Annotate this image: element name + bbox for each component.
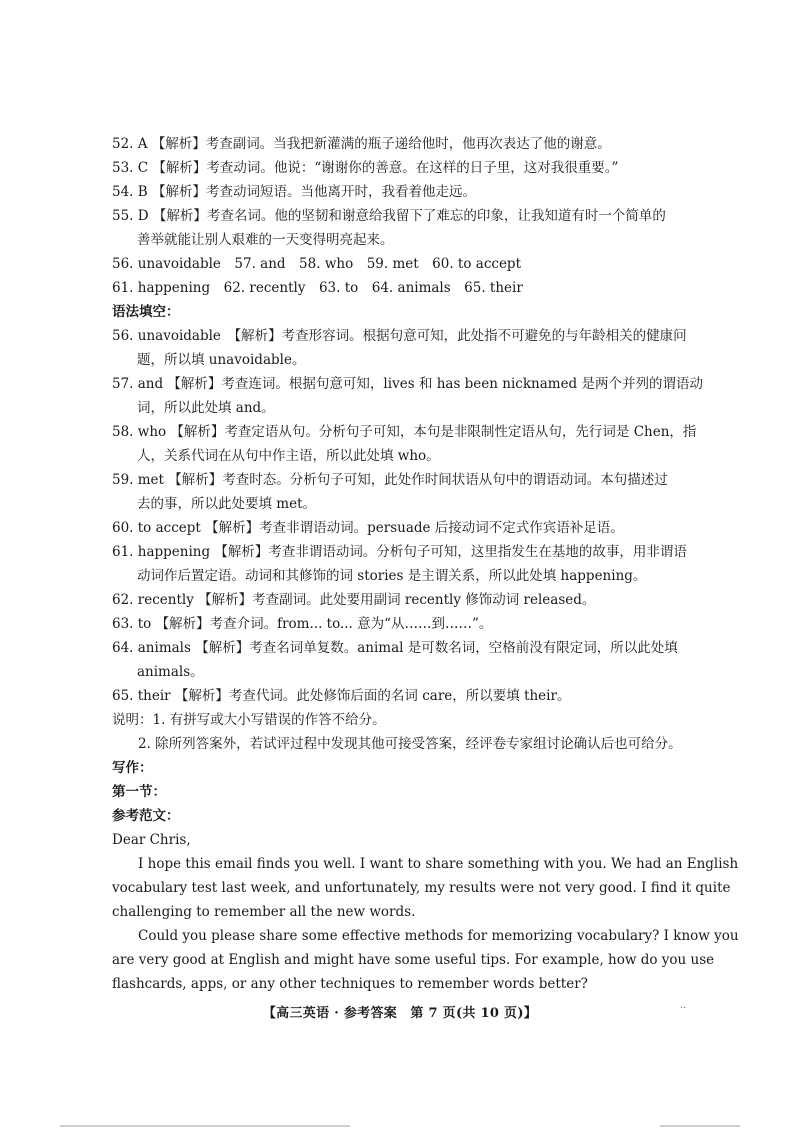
- answers-61-65: 61. happening 62. recently 63. to 64. animals 65. their: [112, 280, 523, 296]
- explanation-59-continued: 去的事，所以此处要填 met。: [137, 496, 317, 512]
- letter-paragraph-1-line-2: vocabulary test last week, and unfortunately, my results were not very good. I find it quite: [112, 880, 731, 896]
- letter-salutation: Dear Chris,: [112, 832, 191, 848]
- answer-54: 54. B 【解析】考查动词短语。当他离开时，我看着他走远。: [112, 184, 476, 200]
- letter-paragraph-2-line-3: flashcards, apps, or any other techniques to remember words better?: [112, 976, 588, 992]
- letter-paragraph-2-line-1: Could you please share some effective methods for memorizing vocabulary? I know you: [138, 928, 739, 944]
- note-1: 说明：1. 有拼写或大小写错误的作答不给分。: [112, 712, 386, 728]
- explanation-60: 60. to accept 【解析】考查非谓语动词。persuade 后接动词不定式作宾语补足语。: [112, 520, 624, 536]
- footer-mark: ..: [680, 1000, 687, 1011]
- section-heading-part-one: 第一节：: [112, 784, 166, 800]
- answer-52: 52. A 【解析】考查副词。当我把新灌满的瓶子递给他时，他再次表达了他的谢意。: [112, 136, 611, 152]
- answer-53: 53. C 【解析】考查动词。他说：“谢谢你的善意。在这样的日子里，这对我很重要。”: [112, 160, 619, 176]
- explanation-63: 63. to 【解析】考查介词。from... to... 意为“从……到……”。: [112, 616, 493, 632]
- letter-paragraph-2-line-2: are very good at English and might have some useful tips. For example, how do you use: [112, 952, 715, 968]
- letter-paragraph-1-line-3: challenging to remember all the new words.: [112, 904, 416, 920]
- explanation-62: 62. recently 【解析】考查副词。此处要用副词 recently 修饰动词 released。: [112, 592, 596, 608]
- answer-55-continued: 善举就能让别人艰难的一天变得明亮起来。: [137, 232, 394, 248]
- explanation-64-continued: animals。: [137, 664, 204, 680]
- answer-55: 55. D 【解析】考查名词。他的坚韧和谢意给我留下了难忘的印象，让我知道有时一个简单的: [112, 208, 666, 224]
- explanation-61: 61. happening 【解析】考查非谓语动词。分析句子可知，这里指发生在基地的故事，用非谓语: [112, 544, 687, 560]
- letter-paragraph-1-line-1: I hope this email finds you well. I want to share something with you. We had an English: [138, 856, 739, 872]
- section-heading-sample-essay: 参考范文：: [112, 808, 180, 824]
- scan-edge-line-right: [660, 1125, 740, 1127]
- explanation-59: 59. met 【解析】考查时态。分析句子可知，此处作时间状语从句中的谓语动词。本句描述过: [112, 472, 668, 488]
- section-heading-grammar: 语法填空：: [112, 304, 180, 320]
- section-heading-writing: 写作：: [112, 760, 153, 776]
- explanation-56-continued: 题，所以填 unavoidable。: [137, 352, 306, 368]
- note-2: 2. 除所列答案外，若试评过程中发现其他可接受答案，经评卷专家组讨论确认后也可给分。: [138, 736, 682, 752]
- explanation-58: 58. who 【解析】考查定语从句。分析句子可知，本句是非限制性定语从句，先行词是 Chen，指: [112, 424, 697, 440]
- explanation-61-continued: 动词作后置定语。动词和其修饰的词 stories 是主谓关系，所以此处填 happening。: [137, 568, 647, 584]
- explanation-56: 56. unavoidable 【解析】考查形容词。根据句意可知，此处指不可避免的与年龄相关的健康问: [112, 328, 687, 344]
- explanation-65: 65. their 【解析】考查代词。此处修饰后面的名词 care，所以要填 their。: [112, 688, 571, 704]
- answer-key-content: [112, 132, 739, 996]
- answers-56-60: 56. unavoidable 57. and 58. who 59. met 60. to accept: [112, 256, 522, 272]
- explanation-57-continued: 词，所以此处填 and。: [137, 400, 275, 416]
- scan-edge-line-left: [60, 1125, 350, 1127]
- page-footer: 【高三英语 · 参考答案 第 7 页(共 10 页)】: [262, 1006, 538, 1021]
- explanation-57: 57. and 【解析】考查连词。根据句意可知，lives 和 has been nicknamed 是两个并列的谓语动: [112, 376, 703, 392]
- explanation-64: 64. animals 【解析】考查名词单复数。animal 是可数名词，空格前没有限定词，所以此处填: [112, 640, 678, 656]
- explanation-58-continued: 人，关系代词在从句中作主语，所以此处填 who。: [137, 448, 440, 464]
